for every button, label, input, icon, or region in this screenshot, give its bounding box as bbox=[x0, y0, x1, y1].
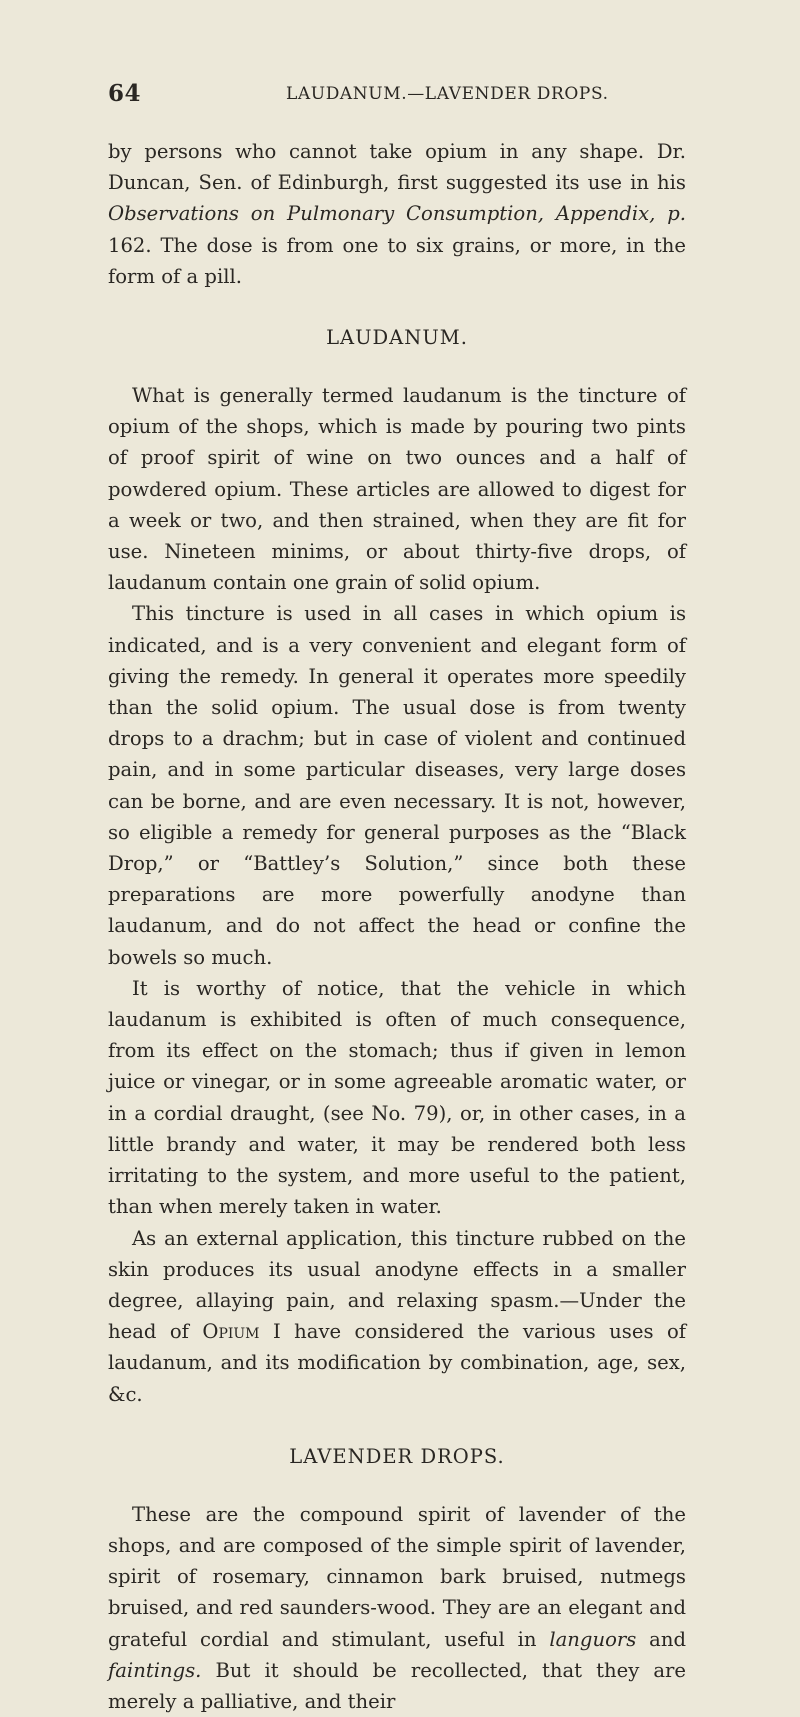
intro-text-2: 162. The dose is from one to six grains, or more, in the form of a pill. bbox=[108, 233, 686, 288]
lavender-p1-text-3: But it should be recollected, that they are merely a palliative, and their bbox=[108, 1658, 686, 1713]
intro-book-title: Observations on Pulmonary Consumption, Appendix, p. bbox=[108, 202, 686, 226]
section-heading-laudanum: LAUDANUM. bbox=[326, 326, 468, 350]
laudanum-paragraph-1: What is generally termed laudanum is the tincture of opium of the shops, which is made by pouring two pints of proof spirit of wine on two ounces and a half of powdered opium. These articles are allowed to digest for a week or two, and then strained, when they are fit for use. Nineteen minims, or about thirty-five drops, of laudanum contain one grain of solid opium. bbox=[108, 384, 686, 595]
laudanum-p4-text-2: I have considered the various uses of laudanum, and its modification by combination, age, sex, &c. bbox=[108, 1320, 686, 1406]
lavender-p1-text-1: These are the compound spirit of lavender of the shops, and are composed of the simple spirit of lavender, spirit of rosemary, cinnamon bark bruised, nutmegs bruised, and red saunders-wood. They are an elegant and grateful cordial and stimulant, useful in bbox=[108, 1502, 686, 1651]
laudanum-paragraph-3: It is worthy of notice, that the vehicle in which laudanum is exhibited is often of much consequence, from its effect on the stomach; thus if given in lemon juice or vinegar, or in some agreeable aromatic water, or in a cordial draught, (see No. 79), or, in other cases, in a little brandy and water, it may be rendered both less irritating to the system, and more useful to the patient, than when merely taken in water. bbox=[108, 976, 686, 1219]
page-header bbox=[108, 80, 630, 112]
page-number: 64 bbox=[108, 80, 142, 107]
body-text bbox=[108, 136, 686, 1717]
running-head: LAUDANUM.—LAVENDER DROPS. bbox=[286, 84, 609, 104]
lavender-paragraph-1 bbox=[108, 1499, 686, 1717]
lavender-italic-faintings: faintings. bbox=[108, 1658, 202, 1682]
laudanum-paragraph-2: This tincture is used in all cases in which opium is indicated, and is a very convenient and elegant form of giving the remedy. In general it operates more speedily than the solid opium. The usual dose is from twenty drops to a drachm; but in case of violent and continued pain, and in some particular diseases, very large doses can be borne, and are even necessary. It is not, however, so eligible a remedy for general purposes as the “Black Drop,” or “Battley’s Solution,” since both these preparations are more powerfully anodyne than laudanum, and do not affect the head or confine the bowels so much. bbox=[108, 602, 686, 969]
intro-text-1: by persons who cannot take opium in any shape. Dr. Duncan, Sen. of Edinburgh, first suggested its use in his bbox=[108, 140, 686, 195]
opium-smallcaps: Opium bbox=[202, 1320, 260, 1344]
lavender-italic-languors: languors bbox=[549, 1627, 637, 1651]
section-heading-lavender-drops: LAVENDER DROPS. bbox=[289, 1444, 505, 1468]
intro-paragraph bbox=[108, 136, 686, 292]
laudanum-p4-text-1: As an external application, this tincture rubbed on the skin produces its usual anodyne effects in a smaller degree, allaying pain, and relaxing spasm.—Under the head of bbox=[108, 1226, 686, 1344]
lavender-p1-text-2: and bbox=[636, 1627, 686, 1651]
laudanum-paragraph-4 bbox=[108, 1223, 686, 1410]
